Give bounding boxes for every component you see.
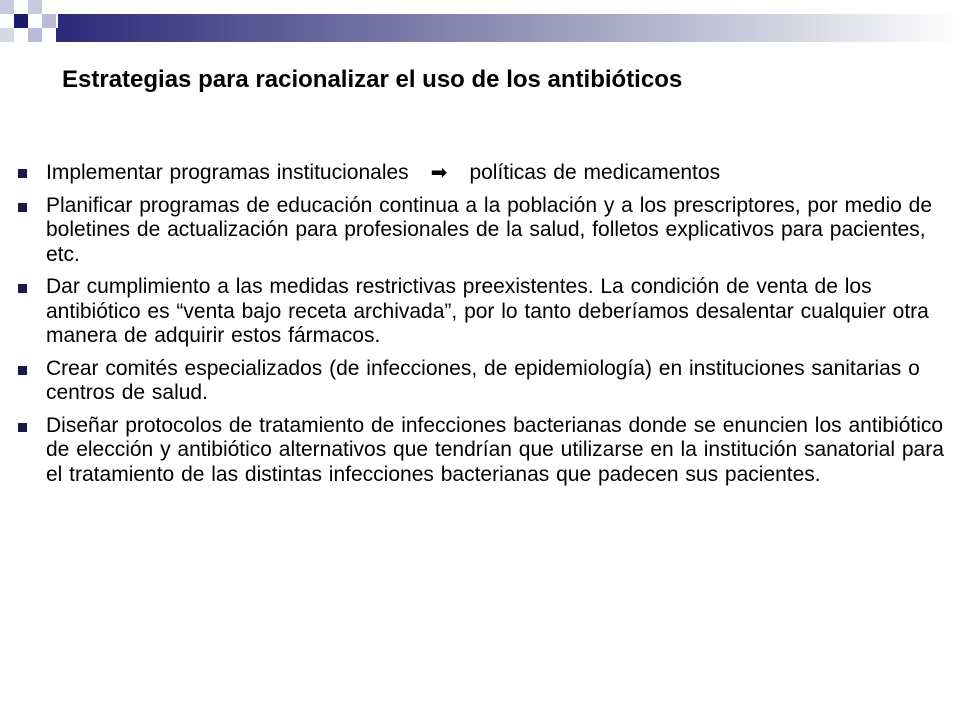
bullet-list xyxy=(18,160,948,495)
header-band xyxy=(58,14,960,42)
bullet-text-part1: Implementar programas institucionales xyxy=(46,161,409,184)
bullet-item xyxy=(18,160,948,186)
bullet-square-icon xyxy=(18,284,27,293)
deco-square-light xyxy=(0,0,14,14)
bullet-text: Crear comités especializados (de infecciones, de epidemiología) en instituciones sanitarias o centros de salud. xyxy=(46,356,920,404)
deco-square-dark xyxy=(56,28,62,42)
deco-square-light xyxy=(0,28,14,42)
deco-square-light xyxy=(28,0,42,14)
bullet-square-icon xyxy=(18,203,27,212)
deco-square-light xyxy=(42,14,56,28)
bullet-text: Dar cumplimiento a las medidas restrictivas preexistentes. La condición de venta de los antibiótico es “venta bajo receta archivada”, por lo tanto deberíamos desalentar cualquier otra manera de adquirir estos fármacos. xyxy=(46,275,929,347)
bullet-text: Planificar programas de educación continua a la población y a los prescriptores, por medio de boletines de actualización para profesionales de la salud, folletos explicativos para pacientes, etc. xyxy=(46,193,932,266)
bullet-item xyxy=(18,194,948,268)
header-decoration xyxy=(0,0,960,60)
bullet-square-icon xyxy=(18,366,27,375)
bullet-item xyxy=(18,357,948,406)
bullet-text-part2: políticas de medicamentos xyxy=(469,161,721,184)
bullet-item xyxy=(18,414,948,488)
arrow-icon: ➡ xyxy=(430,160,448,184)
bullet-text: Diseñar protocolos de tratamiento de infecciones bacterianas donde se enuncien los antibiótico de elección y antibiótico alternativos que tendrían que utilizarse en la institución sanatorial para el tratamiento de las distintas infecciones bacterianas que padecen sus pacientes. xyxy=(46,413,944,486)
slide-title: Estrategias para racionalizar el uso de los antibióticos xyxy=(62,66,683,93)
deco-square-dark xyxy=(14,14,28,28)
bullet-item xyxy=(18,275,948,349)
deco-square-light xyxy=(28,28,42,42)
bullet-square-icon xyxy=(18,423,27,432)
bullet-square-icon xyxy=(18,169,27,178)
